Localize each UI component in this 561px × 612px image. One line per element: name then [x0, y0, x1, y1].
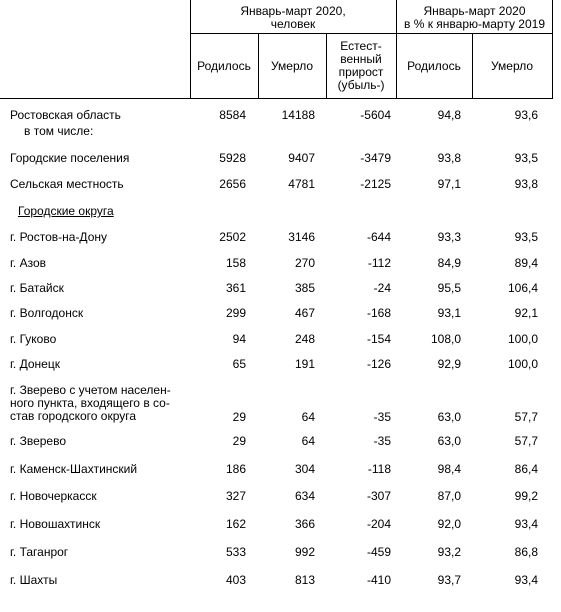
cell-natural: -644 [366, 230, 391, 244]
cell-born: 533 [225, 545, 246, 559]
cell-died-pct: 86,8 [514, 545, 538, 559]
cell-born-pct: 93,1 [437, 306, 461, 320]
cell-died: 64 [301, 434, 315, 448]
cell-born-pct: 98,4 [437, 462, 461, 476]
table-row [0, 177, 561, 191]
cell-died-pct: 92,1 [514, 306, 538, 320]
cell-natural: -126 [366, 357, 391, 371]
cell-died: 467 [294, 306, 315, 320]
cell-died-pct: 106,4 [507, 281, 538, 295]
cell-died: 9407 [288, 151, 315, 165]
cell-born-pct: 95,5 [437, 281, 461, 295]
cell-died-pct: 86,4 [514, 462, 538, 476]
cell-died: 366 [294, 517, 315, 531]
cell-born: 186 [225, 462, 246, 476]
cell-born: 2502 [219, 230, 246, 244]
cell-born-pct: 93,3 [437, 230, 461, 244]
table-row [0, 489, 561, 503]
cell-born-pct: 63,0 [437, 410, 461, 424]
row-label: г. Батайск [10, 281, 64, 295]
row-label: г. Новошахтинск [10, 517, 101, 531]
cell-natural: -35 [373, 410, 391, 424]
subheading-urban-districts: Городские округа [18, 204, 114, 218]
subheading-including: в том числе: [24, 124, 94, 138]
cell-died-pct: 100,0 [507, 332, 538, 346]
cell-natural: -35 [373, 434, 391, 448]
table-row [0, 545, 561, 559]
cell-born: 8584 [219, 108, 246, 122]
cell-born: 327 [225, 489, 246, 503]
cell-natural: -118 [367, 462, 391, 476]
cell-died: 248 [294, 332, 315, 346]
cell-born: 65 [232, 357, 246, 371]
cell-natural: -410 [366, 573, 391, 587]
cell-natural: -2125 [360, 177, 391, 191]
header-col-died-pct: Умерло [490, 59, 534, 73]
table-row [0, 230, 561, 244]
row-label: Ростовская область [10, 108, 121, 122]
cell-born: 361 [225, 281, 246, 295]
cell-died: 3146 [288, 230, 315, 244]
cell-died: 992 [294, 545, 315, 559]
cell-born-pct: 97,1 [437, 177, 461, 191]
cell-born: 299 [225, 306, 246, 320]
header-col-born: Родилось [197, 59, 251, 73]
cell-died-pct: 99,2 [514, 489, 538, 503]
row-label: г. Каменск-Шахтинский [10, 462, 138, 476]
cell-born-pct: 93,7 [437, 573, 461, 587]
header-group-underline [190, 33, 553, 34]
cell-born-pct: 94,8 [437, 108, 461, 122]
table-row [0, 462, 561, 476]
table-row [0, 151, 561, 165]
cell-died: 4781 [288, 177, 315, 191]
cell-natural: -24 [373, 281, 391, 295]
table-row [0, 410, 561, 424]
row-label: г. Волгодонск [10, 306, 84, 320]
cell-natural: -154 [366, 332, 391, 346]
table-row [0, 256, 561, 270]
cell-died-pct: 57,7 [514, 410, 538, 424]
header-col-natural: Естест- венный прирост (убыль-) [337, 39, 385, 92]
header-col-born-pct: Родилось [407, 59, 461, 73]
table-row [0, 108, 561, 122]
cell-born-pct: 92,9 [437, 357, 461, 371]
cell-died-pct: 93,4 [514, 517, 538, 531]
row-label-multiline: г. Зверево с учетом населен- ного пункта, входящего в со- став городского округа [10, 383, 171, 423]
row-label: Городские поселения [10, 151, 130, 165]
cell-natural: -3479 [360, 151, 391, 165]
cell-died-pct: 93,5 [514, 230, 538, 244]
cell-born-pct: 63,0 [437, 434, 461, 448]
table-row [0, 332, 561, 346]
cell-died: 304 [294, 462, 315, 476]
cell-died-pct: 93,5 [514, 151, 538, 165]
cell-born: 5928 [219, 151, 246, 165]
header-group-percent: Январь-март 2020 в % к январю-марту 2019 [404, 4, 545, 31]
cell-born: 158 [225, 256, 246, 270]
cell-natural: -204 [366, 517, 391, 531]
cell-natural: -112 [367, 256, 391, 270]
cell-died-pct: 100,0 [507, 357, 538, 371]
cell-died: 634 [294, 489, 315, 503]
cell-born-pct: 87,0 [437, 489, 461, 503]
cell-born-pct: 92,0 [437, 517, 461, 531]
cell-natural: -459 [366, 545, 391, 559]
cell-born-pct: 93,8 [437, 151, 461, 165]
cell-born-pct: 93,2 [437, 545, 461, 559]
row-label: г. Таганрог [10, 545, 69, 559]
row-label: г. Шахты [10, 573, 58, 587]
cell-born-pct: 108,0 [430, 332, 461, 346]
table-row [0, 357, 561, 371]
table-row [0, 281, 561, 295]
cell-born: 94 [232, 332, 246, 346]
cell-died-pct: 93,4 [514, 573, 538, 587]
row-label: г. Гуково [10, 332, 57, 346]
cell-born: 29 [232, 410, 246, 424]
row-label: г. Азов [10, 256, 46, 270]
row-label: г. Ростов-на-Дону [10, 230, 107, 244]
header-bottom-border [0, 98, 553, 99]
cell-died: 64 [301, 410, 315, 424]
cell-died-pct: 57,7 [514, 434, 538, 448]
cell-died: 270 [294, 256, 315, 270]
row-label: Сельская местность [10, 177, 124, 191]
table-row [0, 517, 561, 531]
row-label: г. Новочеркасск [10, 489, 97, 503]
cell-born: 162 [225, 517, 246, 531]
cell-natural: -5604 [360, 108, 391, 122]
cell-died: 14188 [281, 108, 315, 122]
header-group-counts: Январь-март 2020, человек [240, 4, 346, 31]
cell-born: 29 [232, 434, 246, 448]
cell-died-pct: 93,8 [514, 177, 538, 191]
cell-born: 403 [225, 573, 246, 587]
row-label: г. Донецк [10, 357, 60, 371]
cell-died-pct: 93,6 [514, 108, 538, 122]
cell-natural: -307 [366, 489, 391, 503]
cell-died: 813 [294, 573, 315, 587]
table-row [0, 306, 561, 320]
cell-died: 191 [294, 357, 315, 371]
cell-died-pct: 89,4 [514, 256, 538, 270]
table-row [0, 573, 561, 587]
header-col-died: Умерло [270, 59, 314, 73]
cell-died: 385 [294, 281, 315, 295]
cell-born: 2656 [219, 177, 246, 191]
cell-natural: -168 [366, 306, 391, 320]
row-label: г. Зверево [10, 434, 67, 448]
table-row [0, 434, 561, 448]
cell-born-pct: 84,9 [437, 256, 461, 270]
